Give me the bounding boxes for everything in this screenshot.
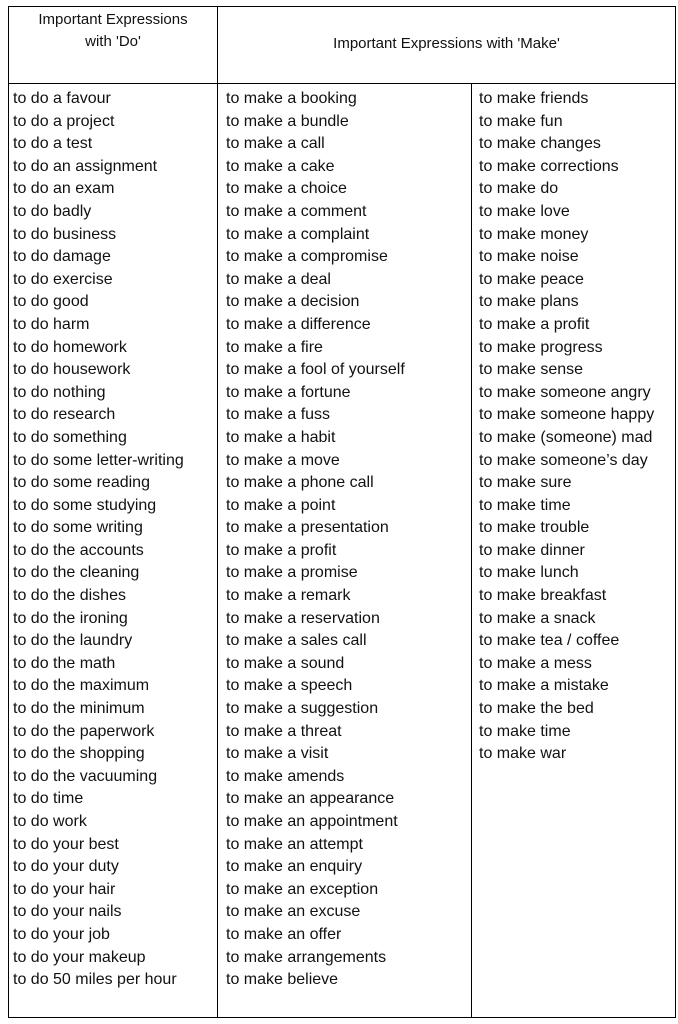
list-item: to do your nails: [13, 903, 122, 921]
list-item: to do an assignment: [13, 157, 158, 175]
list-item: to do the vacuuming: [13, 767, 158, 785]
list-item: to do an exam: [13, 180, 115, 198]
make-expressions-column-1: [218, 84, 472, 1017]
list-item: to make a point: [226, 496, 336, 514]
header-do-line-2: with 'Do': [85, 33, 141, 50]
list-item: to make money: [479, 225, 589, 243]
list-item: to make tea / coffee: [479, 632, 620, 650]
list-item: to make a speech: [226, 677, 353, 695]
list-item: to make a cake: [226, 157, 335, 175]
list-item: to make fun: [479, 112, 563, 130]
list-item: to make an appointment: [226, 813, 398, 830]
header-do: [9, 7, 218, 83]
list-item: to make a threat: [226, 722, 342, 740]
list-item: to make dinner: [479, 541, 585, 559]
list-item: to make changes: [479, 135, 601, 153]
list-item: to do the laundry: [13, 632, 133, 650]
list-item: to do work: [13, 813, 87, 830]
list-item: to make amends: [226, 767, 345, 785]
list-item: to make sense: [479, 361, 584, 379]
list-item: to make believe: [226, 971, 339, 989]
list-item: to make noise: [479, 248, 579, 266]
list-item: to make progress: [479, 338, 603, 356]
list-item: to do the accounts: [13, 541, 144, 559]
list-item: to make plans: [479, 293, 579, 311]
list-item: to do the shopping: [13, 745, 145, 763]
list-item: to do 50 miles per hour: [13, 971, 177, 989]
list-item: to make a suggestion: [226, 700, 379, 718]
list-item: to do nothing: [13, 383, 106, 401]
list-item: to do a favour: [13, 90, 111, 107]
list-item: to do exercise: [13, 270, 113, 288]
list-item: to make a fire: [226, 338, 323, 356]
list-item: to make a mistake: [479, 677, 609, 695]
list-item: to do your job: [13, 925, 110, 943]
list-item: to make someone happy: [479, 406, 655, 424]
list-item: to make (someone) mad: [479, 428, 653, 446]
list-item: to do your makeup: [13, 948, 146, 966]
list-item: to do a test: [13, 135, 93, 153]
list-item: to do the minimum: [13, 700, 145, 718]
list-item: to do housework: [13, 361, 131, 379]
list-item: to do your best: [13, 835, 119, 853]
list-item: to make war: [479, 745, 567, 763]
list-item: to make a profit: [226, 541, 337, 559]
list-item: to make love: [479, 202, 570, 220]
list-item: to make someone angry: [479, 383, 651, 401]
list-item: to do homework: [13, 338, 127, 356]
list-item: to make friends: [479, 90, 589, 107]
list-item: to make a profit: [479, 315, 590, 333]
list-item: to do the dishes: [13, 587, 126, 605]
list-item: to make a complaint: [226, 225, 370, 243]
list-item: to do some writing: [13, 519, 143, 537]
list-item: to make a phone call: [226, 474, 374, 492]
list-item: to make time: [479, 722, 571, 740]
list-item: to do some reading: [13, 474, 150, 492]
header-make: [218, 7, 675, 83]
list-item: to make corrections: [479, 157, 619, 175]
list-item: to make a fuss: [226, 406, 331, 424]
list-item: to make a bundle: [226, 112, 349, 130]
header-make-label: Important Expressions with 'Make': [333, 35, 560, 52]
list-item: to make an attempt: [226, 835, 363, 853]
list-item: to make sure: [479, 474, 572, 492]
list-item: to make a habit: [226, 428, 336, 446]
list-item: to do a project: [13, 112, 115, 130]
list-item: to make an appearance: [226, 790, 395, 808]
list-item: to do the maximum: [13, 677, 150, 695]
list-item: to do badly: [13, 202, 92, 220]
list-item: to make a remark: [226, 587, 351, 605]
list-item: to make a comment: [226, 202, 367, 220]
list-item: to do good: [13, 293, 89, 311]
list-item: to make a mess: [479, 654, 592, 672]
list-item: to make arrangements: [226, 948, 387, 966]
list-item: to make a fool of yourself: [226, 361, 405, 379]
expressions-table: [8, 6, 676, 1018]
make-expressions-column-2: [472, 84, 675, 1017]
list-item: to make a move: [226, 451, 340, 469]
list-item: to do time: [13, 790, 84, 808]
list-item: to make an excuse: [226, 903, 361, 921]
list-item: to make a decision: [226, 293, 360, 311]
list-item: to make a visit: [226, 745, 329, 763]
list-item: to make an exception: [226, 880, 379, 898]
list-item: to make a reservation: [226, 609, 380, 627]
list-item: to make a sound: [226, 654, 345, 672]
list-item: to make a booking: [226, 90, 357, 107]
list-item: to make a difference: [226, 315, 371, 333]
list-item: to make an enquiry: [226, 858, 363, 876]
list-item: to do the cleaning: [13, 564, 140, 582]
list-item: to make the bed: [479, 700, 594, 718]
list-item: to make a sales call: [226, 632, 367, 650]
list-item: to do business: [13, 225, 117, 243]
list-item: to make do: [479, 180, 559, 198]
list-item: to make time: [479, 496, 571, 514]
list-item: to do harm: [13, 315, 90, 333]
list-item: to make a compromise: [226, 248, 388, 266]
list-item: to do research: [13, 406, 116, 424]
list-item: to make a call: [226, 135, 325, 153]
list-item: to do some studying: [13, 496, 157, 514]
list-item: to do your hair: [13, 880, 116, 898]
list-item: to do the ironing: [13, 609, 128, 627]
table-header-row: [9, 7, 675, 84]
list-item: to make a promise: [226, 564, 358, 582]
list-item: to make peace: [479, 270, 584, 288]
list-item: to make a presentation: [226, 519, 389, 537]
list-item: to make breakfast: [479, 587, 607, 605]
list-item: to do your duty: [13, 858, 119, 876]
list-item: to make trouble: [479, 519, 590, 537]
list-item: to make lunch: [479, 564, 579, 582]
list-item: to do something: [13, 428, 127, 446]
list-item: to make a fortune: [226, 383, 351, 401]
list-item: to make someone’s day: [479, 451, 648, 469]
list-item: to make a snack: [479, 609, 596, 627]
list-item: to do some letter-writing: [13, 451, 184, 469]
table-body-row: [9, 84, 675, 1017]
list-item: to make an offer: [226, 925, 342, 943]
header-do-line-1: Important Expressions: [38, 11, 188, 28]
list-item: to make a choice: [226, 180, 347, 198]
list-item: to do the paperwork: [13, 722, 155, 740]
list-item: to do damage: [13, 248, 111, 266]
list-item: to do the math: [13, 654, 116, 672]
list-item: to make a deal: [226, 270, 331, 288]
do-expressions-column: [9, 84, 218, 1017]
